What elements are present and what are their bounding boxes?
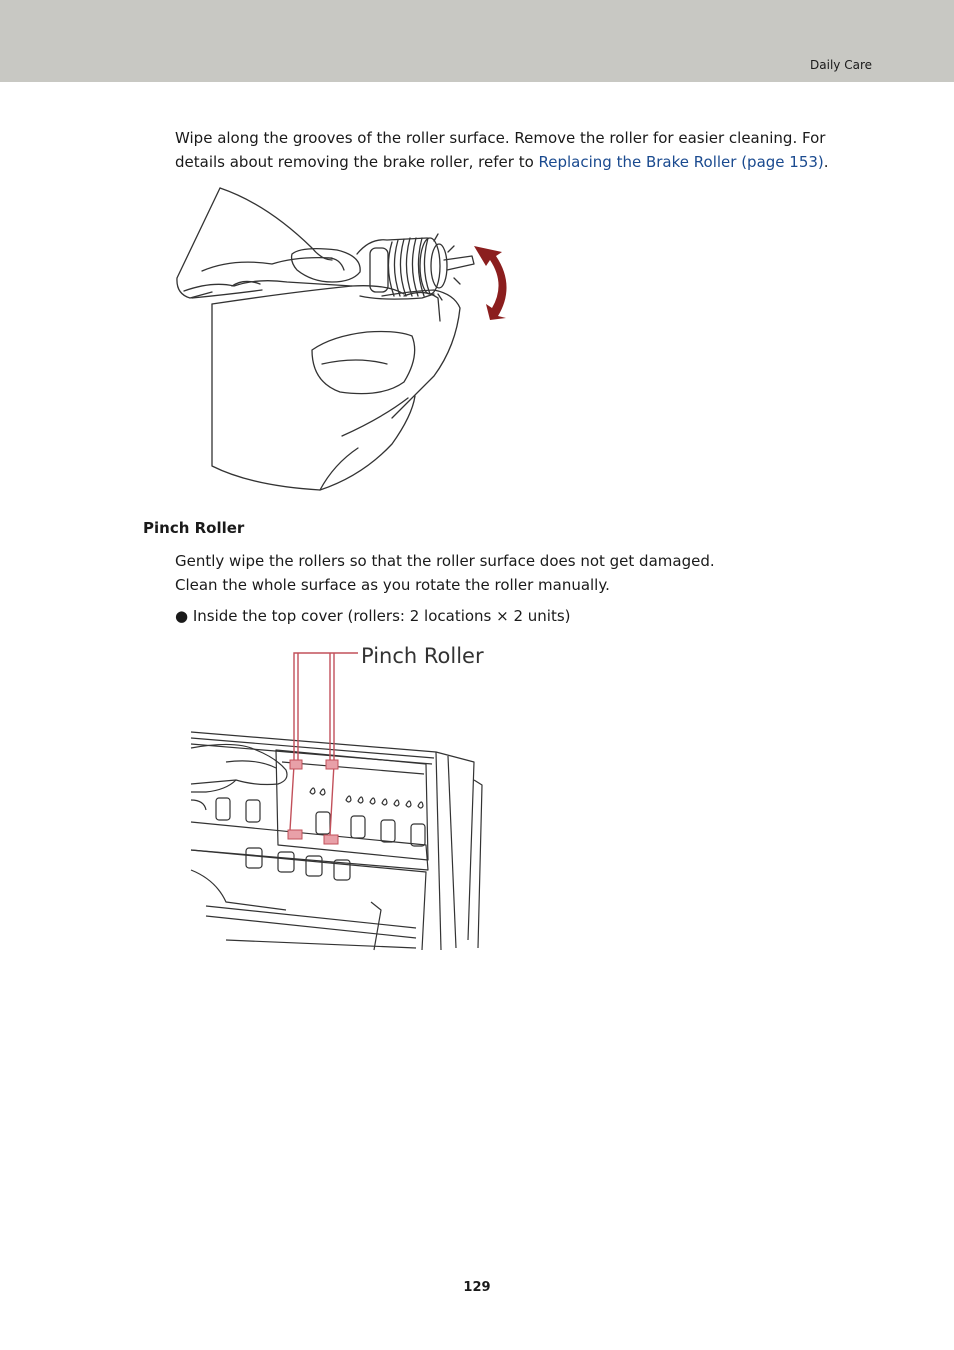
paragraph-period: . [823, 153, 829, 171]
pinch-roller-line-1: Gently wipe the rollers so that the roller surface does not get damaged. [175, 552, 715, 570]
pinch-roller-line-2: Clean the whole surface as you rotate the roller manually. [175, 576, 610, 594]
header-band [0, 0, 954, 82]
replacing-brake-roller-link[interactable]: Replacing the Brake Roller (page 153) [538, 153, 824, 171]
pinch-roller-figure-label: Pinch Roller [361, 644, 484, 668]
brake-roller-cleaning-illustration [172, 186, 517, 496]
page-number: 129 [463, 1280, 491, 1295]
brake-roller-paragraph [175, 126, 835, 174]
paragraph-text: Wipe along the grooves of the roller surface. Remove the roller for easier cleaning. For details about removing the brake roller, refer to [175, 129, 826, 171]
pinch-roller-bullet: ● Inside the top cover (rollers: 2 locations × 2 units) [175, 607, 571, 625]
pinch-roller-heading: Pinch Roller [143, 519, 245, 537]
header-title: Daily Care [810, 58, 872, 72]
pinch-roller-illustration [186, 640, 488, 952]
